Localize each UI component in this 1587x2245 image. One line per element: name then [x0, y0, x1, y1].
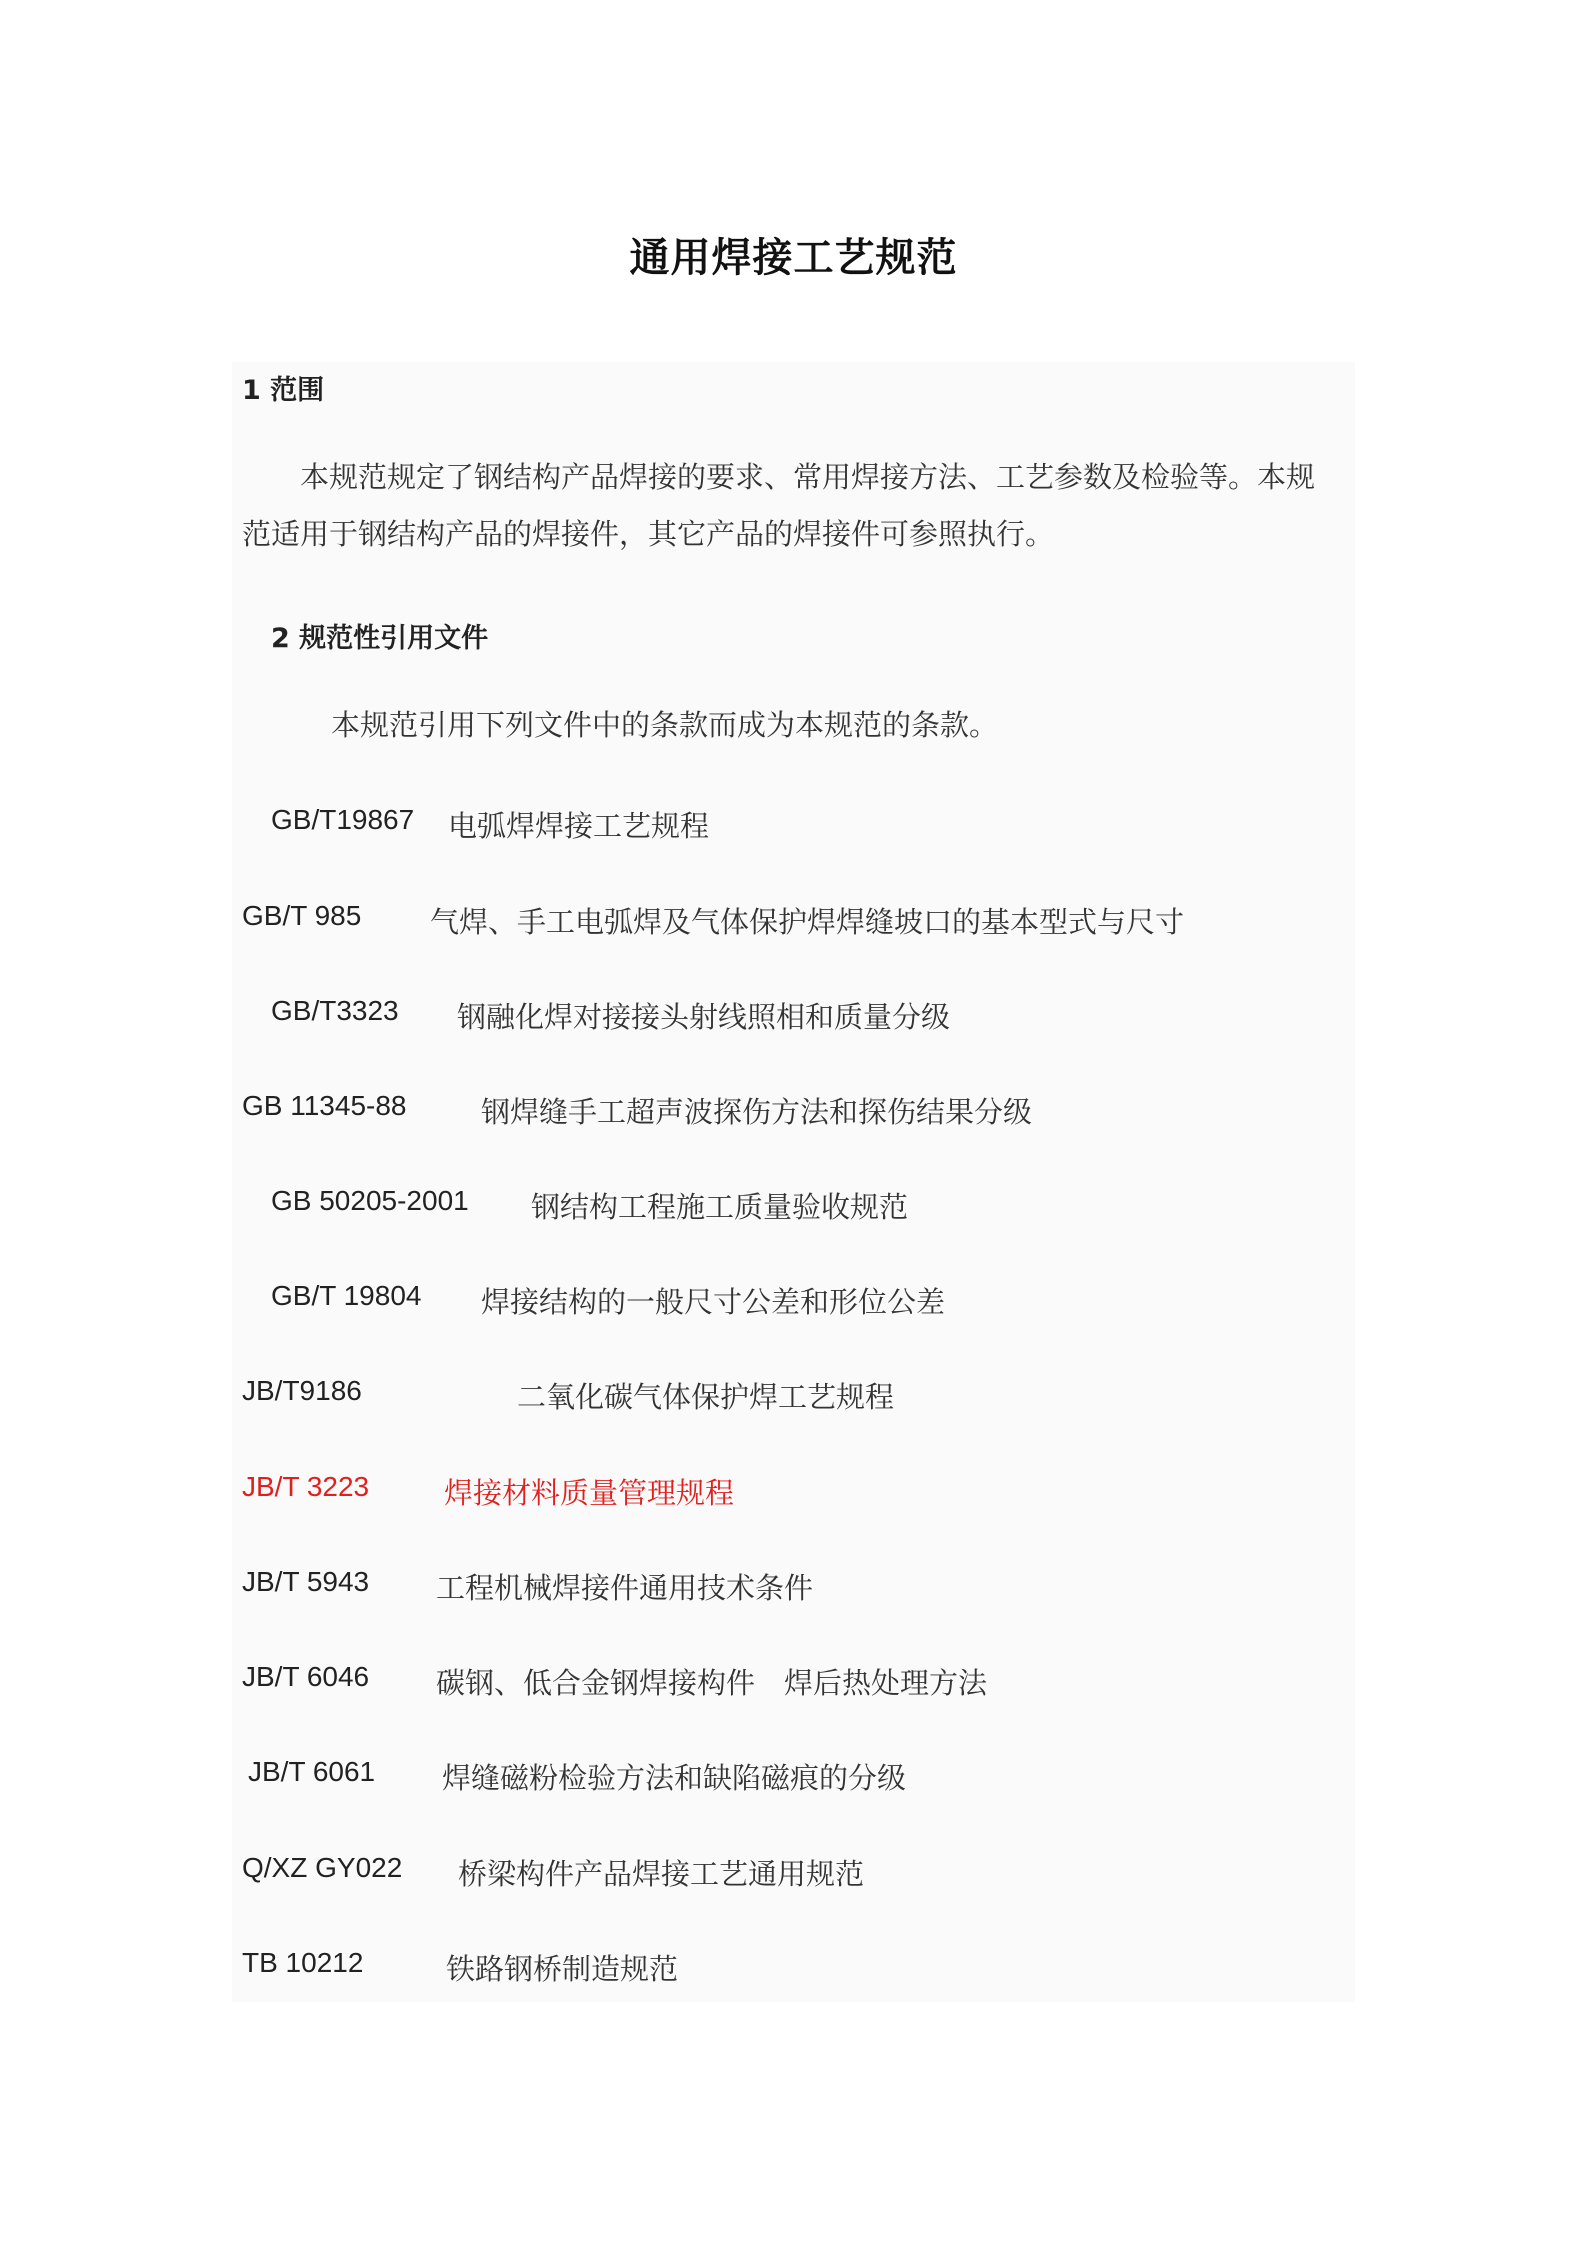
reference-title: 钢结构工程施工质量验收规范 [531, 1190, 909, 1224]
reference-title: 电弧焊焊接工艺规程 [448, 809, 710, 843]
reference-title: 焊缝磁粉检验方法和缺陷磁痕的分级 [442, 1761, 907, 1795]
reference-title: 焊接结构的一般尺寸公差和形位公差 [481, 1285, 946, 1319]
reference-title: 碳钢、低合金钢焊接构件 焊后热处理方法 [436, 1666, 988, 1700]
reference-title: 钢融化焊对接接头射线照相和质量分级 [457, 1000, 951, 1034]
reference-title: 桥梁构件产品焊接工艺通用规范 [458, 1857, 865, 1891]
reference-code: GB 50205-2001 [271, 1185, 469, 1216]
reference-title: 气焊、手工电弧焊及气体保护焊焊缝坡口的基本型式与尺寸 [430, 905, 1185, 939]
reference-title: 铁路钢桥制造规范 [446, 1952, 679, 1986]
reference-code: JB/T9186 [242, 1375, 362, 1406]
reference-code: Q/XZ GY022 [242, 1852, 403, 1883]
reference-code: JB/T 5943 [242, 1566, 370, 1597]
reference-code: GB/T3323 [271, 995, 399, 1026]
section-1-heading: 1 范围 [242, 375, 325, 406]
section-2-intro: 本规范引用下列文件中的条款而成为本规范的条款。 [331, 708, 999, 742]
document-title: 通用焊接工艺规范 [629, 234, 958, 281]
reference-code: GB/T 19804 [271, 1280, 422, 1311]
section-1-paragraph-line-2: 范适用于钢结构产品的焊接件，其它产品的焊接件可参照执行。 [242, 517, 1055, 551]
reference-title: 工程机械焊接件通用技术条件 [436, 1571, 814, 1605]
reference-code: GB 11345-88 [242, 1090, 407, 1121]
reference-title: 钢焊缝手工超声波探伤方法和探伤结果分级 [481, 1095, 1033, 1129]
section-1-paragraph-line-1: 本规范规定了钢结构产品焊接的要求、常用焊接方法、工艺参数及检验等。本规 [300, 460, 1316, 494]
reference-code: TB 10212 [242, 1947, 364, 1978]
reference-title: 二氧化碳气体保护焊工艺规程 [517, 1380, 895, 1414]
reference-code: JB/T 6046 [242, 1661, 370, 1692]
reference-code: JB/T 3223 [242, 1471, 370, 1502]
reference-code: GB/T19867 [271, 804, 415, 835]
reference-code: GB/T 985 [242, 900, 362, 931]
reference-title: 焊接材料质量管理规程 [444, 1476, 735, 1510]
section-2-heading: 2 规范性引用文件 [271, 623, 489, 654]
reference-code: JB/T 6061 [248, 1756, 376, 1787]
